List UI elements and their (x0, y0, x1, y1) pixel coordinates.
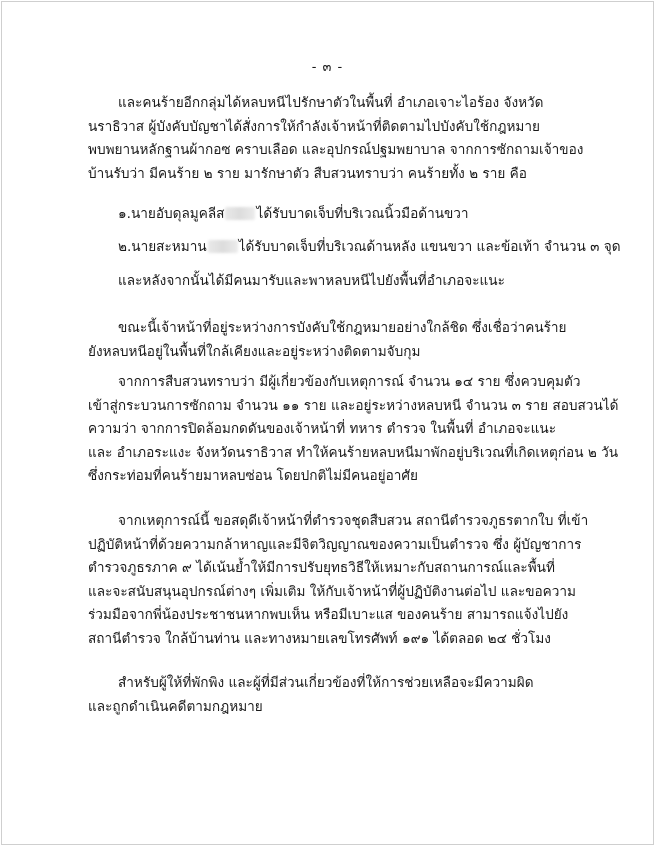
suspect-1-injury: ได้รับบาดเจ็บที่บริเวณนิ้วมือด้านขวา (256, 206, 469, 222)
suspect-2-name: ๒.นายสะหมาน (118, 239, 207, 255)
suspect-2-injury: ได้รับบาดเจ็บที่บริเวณด้านหลัง แขนขวา และข้อเท้า จำนวน ๓ จุด (238, 239, 621, 255)
text-line: และคนร้ายอีกกลุ่มได้หลบหนีไปรักษาตัวในพื้นที่ อำเภอเจาะไอร้อง จังหวัด (118, 95, 544, 111)
text-line: ยังหลบหนีอยู่ในพื้นที่ใกล้เคียงและอยู่ระหว่างติดตามจับกุม (88, 343, 421, 360)
text-line: ขณะนี้เจ้าหน้าที่อยู่ระหว่างการบังคับใช้กฎหมายอย่างใกล้ชิด ซึ่งเชื่อว่าคนร้าย (118, 320, 567, 336)
text-line: ความว่า จากการปิดล้อมกดดันของเจ้าหน้าที่ ทหาร ตำรวจ ในพื้นที่ อำเภอจะแนะ (88, 421, 557, 437)
text-line: จากการสืบสวนทราบว่า มีผู้เกี่ยวข้องกับเหตุการณ์ จำนวน ๑๔ ราย ซึ่งควบคุมตัว (118, 374, 581, 390)
paragraph-legal-warning (88, 672, 622, 719)
paragraph-escape (118, 270, 622, 294)
text-line: ซึ่งกระท่อมที่คนร้ายมาหลบซ่อน โดยปกติไม่มีคนอยู่อาศัย (88, 468, 418, 484)
paragraph-commendation (88, 510, 622, 651)
paragraph-investigation (88, 371, 622, 489)
text-line: จากเหตุการณ์นี้ ขอสดุดีเจ้าหน้าที่ตำรวจชุดสืบสวน สถานีตำรวจภูธรตากใบ ที่เข้า (118, 513, 589, 529)
text-line: ร่วมมือจากพี่น้องประชาชนหากพบเห็น หรือมีเบาะแส ของคนร้าย สามารถแจ้งไปยัง (88, 607, 569, 623)
text-line: เข้าสู่กระบวนการซักถาม จำนวน ๑๑ ราย และอยู่ระหว่างหลบหนี จำนวน ๓ ราย สอบสวนได้ (88, 397, 619, 414)
text-line: นราธิวาส ผู้บังคับบัญชาได้สั่งการให้กำลังเจ้าหน้าที่ติดตามไปบังคับใช้กฎหมาย (88, 118, 540, 135)
paragraph-suspects-fled (88, 92, 622, 186)
text-line: และถูกดำเนินคดีตามกฎหมาย (88, 698, 263, 715)
text-line: บ้านรับว่า มีคนร้าย ๒ ราย มารักษาตัว สืบสวนทราบว่า คนร้ายทั้ง ๒ ราย คือ (88, 165, 527, 182)
suspect-item-2 (118, 236, 622, 260)
text-line: สำหรับผู้ให้ที่พักพิง และผู้ที่มีส่วนเกี่ยวข้องที่ให้การช่วยเหลือจะมีความผิด (118, 675, 534, 691)
text-line: สถานีตำรวจ ใกล้บ้านท่าน และทางหมายเลขโทรศัพท์ ๑๙๑ ได้ตลอด ๒๔ ชั่วโมง (88, 630, 551, 647)
redacted-surname (225, 207, 255, 220)
text-line: และ อำเภอระแงะ จังหวัดนราธิวาส ทำให้คนร้ายหลบหนีมาพักอยู่บริเวณที่เกิดเหตุก่อน ๒ วัน (88, 444, 619, 461)
suspect-item-1 (118, 203, 622, 227)
page-number: - ๓ - (311, 60, 344, 75)
text-line: ปฏิบัติหน้าที่ด้วยความกล้าหาญและมีจิตวิญญาณของความเป็นตำรวจ ซึ่ง ผู้บัญชาการ (88, 536, 582, 553)
text-line: และจะสนับสนุนอุปกรณ์ต่างๆ เพิ่มเติม ให้กับเจ้าหน้าที่ผู้ปฏิบัติงานต่อไป และขอความ (88, 583, 576, 600)
text-line: ตำรวจภูธรภาค ๙ ได้เน้นย้ำให้มีการปรับยุทธวิธีให้เหมาะกับสถานการณ์และพื้นที่ (88, 560, 555, 576)
paragraph-current-status (88, 317, 622, 364)
text-line: และหลังจากนั้นได้มีคนมารับและพาหลบหนีไปยังพื้นที่อำเภอจะแนะ (118, 273, 505, 289)
text-line: พบพยานหลักฐานผ้ากอซ คราบเลือด และอุปกรณ์ปฐมพยาบาล จากการซักถามเจ้าของ (88, 142, 584, 158)
redacted-surname (208, 240, 238, 253)
suspect-1-name: ๑.นายอับดุลมูคลีส (118, 206, 225, 222)
